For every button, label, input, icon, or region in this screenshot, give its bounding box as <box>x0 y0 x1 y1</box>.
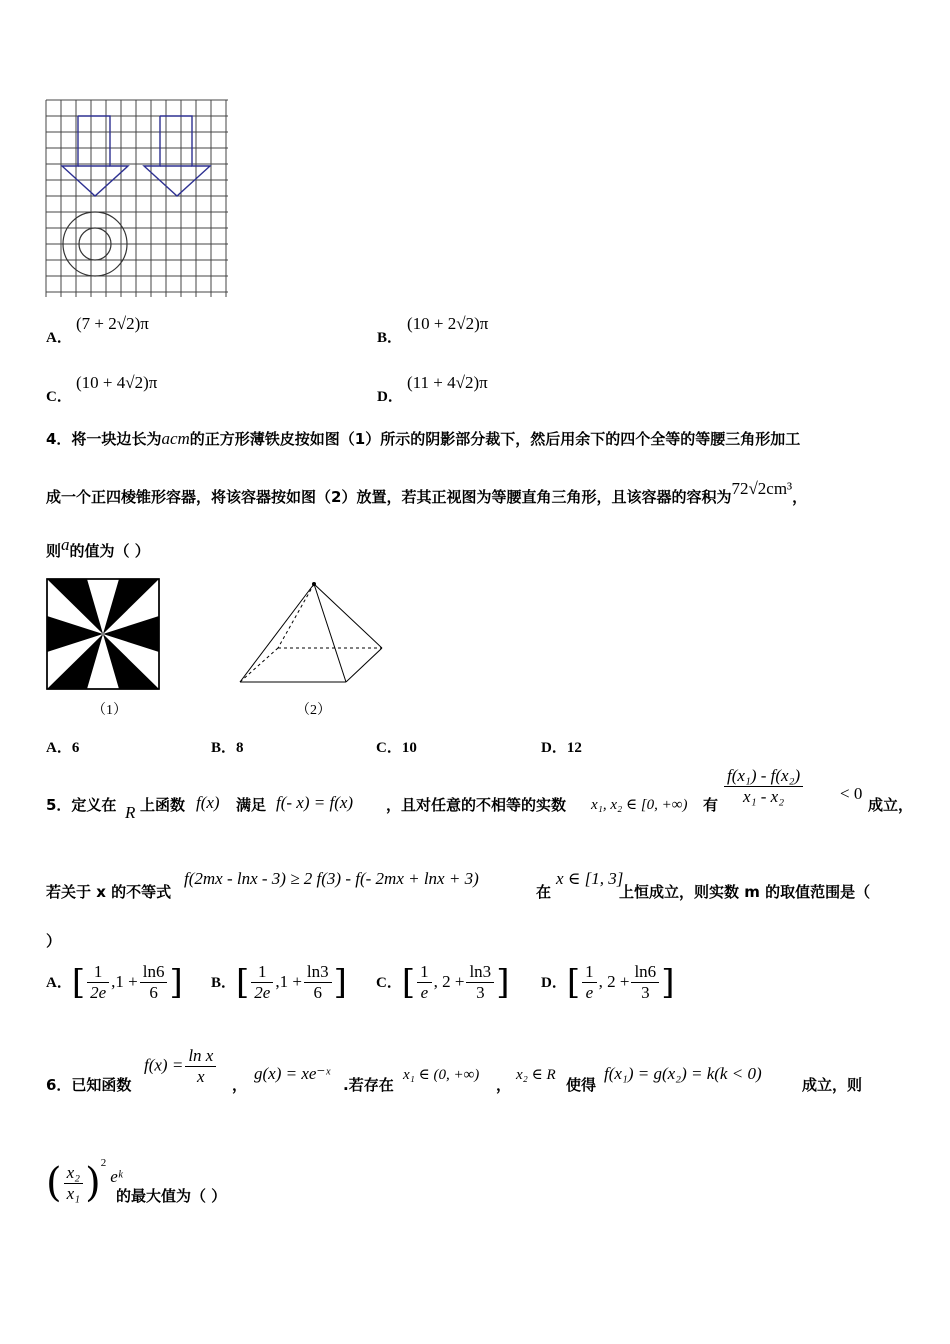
q3-option-d-expr: (11 + 4√2)π <box>407 373 488 392</box>
q5-option-c-den2: 3 <box>476 983 485 1002</box>
q4-option-d-label: D． <box>541 740 567 756</box>
q4-option-d-value: 12 <box>566 740 582 756</box>
q4-text: 则 <box>46 542 62 560</box>
q6-exponent-2: 2 <box>100 1156 107 1169</box>
q6-text-5: 的最大值为（ ） <box>116 1187 227 1205</box>
q4-text: 的值为（ ） <box>69 542 150 560</box>
q5-option-b-num1: 1 <box>251 962 273 983</box>
q4-option-c-value: 10 <box>401 740 417 756</box>
q5-option-d-num1: 1 <box>582 962 597 983</box>
q5-option-d: D．[ $\frac{1}{e}$ , 2 + $\frac{\ln 6}{3}$ ] <box>541 962 675 1003</box>
q5-fraction <box>722 766 805 807</box>
q4-text: 4．将一块边长为 <box>46 430 162 448</box>
figure-1-caption: （1） <box>92 703 127 718</box>
q6-equation: f(x₁) = g(x₂) = k(k < 0) <box>604 1064 762 1083</box>
q6-ratio-denominator: x₁ <box>66 1183 81 1203</box>
q4-text: 的正方形薄铁皮按如图（1）所示的阴影部分裁下，然后用余下的四个全等的等腰三角形加工 <box>189 430 801 448</box>
q5-option-d-den1: e <box>585 983 594 1002</box>
q5-option-a-num2: ln6 <box>140 962 168 983</box>
q5-option-b: B．[ $\frac{1}{2e}$ ,1 + $\frac{\ln 3}{6}$ ] <box>211 962 347 1003</box>
q5-option-a-mid: ,1 + <box>111 972 138 991</box>
q6-e-power-k: eᵏ <box>110 1166 123 1186</box>
q3-option-c-expr: (10 + 4√2)π <box>76 373 158 392</box>
cut-square-figure <box>46 578 162 692</box>
q4-line1 <box>46 428 800 449</box>
q5-option-d-den2: 3 <box>641 983 650 1002</box>
q4-option-a-label: A． <box>46 740 72 756</box>
q6-ratio-numerator: x₂ <box>64 1163 83 1184</box>
q5-even-condition: f(- x) = f(x) <box>276 793 354 812</box>
q3-option-a-label: A． <box>46 330 72 346</box>
q5-fraction-numerator: f(x₁) - f(x₂) <box>724 766 803 787</box>
q5-option-d-label: D． <box>541 975 567 991</box>
q5-option-d-num2: ln6 <box>631 962 659 983</box>
q6-g-definition: g(x) = xe⁻ˣ <box>254 1064 331 1083</box>
q5-option-b-num2: ln3 <box>304 962 332 983</box>
three-view-figure <box>44 98 232 300</box>
q5-x-range: x ∈ [1, 3] <box>556 869 624 888</box>
q6-target-expression: ( $\frac{\text{x₂}}{\text{x₁}}$ )$^2$eᵏ <box>46 1156 123 1206</box>
q4-a-variable: a <box>61 535 70 554</box>
q4-text: ， <box>792 488 808 506</box>
q6-text-2: .若存在 <box>343 1076 394 1094</box>
q6-comma: ， <box>232 1076 248 1094</box>
q4-option-c-label: C． <box>376 740 402 756</box>
q5-option-a-label: A． <box>46 975 72 991</box>
q5-option-c-mid: , 2 + <box>433 972 465 991</box>
q5-fraction-denominator: x₁ - x₂ <box>743 787 785 806</box>
q4-text: 成一个正四棱锥形容器，将该容器按如图（2）放置，若其正视图为等腰直角三角形，且该容器的容积为 <box>46 488 732 506</box>
q5-R: R <box>125 803 136 822</box>
figure-2-caption: （2） <box>296 703 331 718</box>
q5-text-9: 上恒成立，则实数 m 的取值范围是（ <box>619 883 871 901</box>
q5-text-10: ） <box>46 932 62 950</box>
q5-fx: f(x) <box>196 793 220 812</box>
q6-comma-2: ， <box>496 1076 512 1094</box>
q5-domain: x₁, x₂ ∈ [0, +∞) <box>591 797 688 813</box>
q5-inequality: f(2mx - lnx - 3) ≥ 2 f(3) - f(- 2mx + lnx + 3) <box>184 869 479 888</box>
q3-option-b-label: B． <box>377 330 403 346</box>
q5-text-5: 有 <box>703 796 719 814</box>
q3-option-c-label: C． <box>46 389 72 405</box>
q5-option-c-num2: ln3 <box>466 962 494 983</box>
q4-side-length: acm <box>161 429 190 448</box>
q5-option-b-label: B． <box>211 975 237 991</box>
q4-line2 <box>46 479 808 507</box>
q3-option-b-expr: (10 + 2√2)π <box>407 314 489 333</box>
q4-option-a-value: 6 <box>71 740 80 756</box>
q6-text-4: 成立，则 <box>802 1076 863 1094</box>
q4-option-b-value: 8 <box>236 740 244 756</box>
q4-option-d <box>541 736 582 757</box>
q5-option-d-mid: , 2 + <box>598 972 630 991</box>
q4-option-c <box>376 736 417 757</box>
q4-option-a <box>46 736 79 757</box>
q5-text-8: 在 <box>536 883 552 901</box>
q5-option-b-mid: ,1 + <box>275 972 302 991</box>
q5-option-c-num1: 1 <box>417 962 432 983</box>
q5-less-than-zero: < 0 <box>840 784 863 803</box>
q5-option-b-den2: 6 <box>313 983 323 1002</box>
q5-option-c-label: C． <box>376 975 402 991</box>
q5-fraction-box <box>724 766 803 807</box>
q5-text-1: 5．定义在 <box>46 796 117 814</box>
q5-option-c-den1: e <box>420 983 429 1002</box>
q5-option-c: C．[ $\frac{1}{e}$ , 2 + $\frac{\ln 3}{3}$ ] <box>376 962 510 1003</box>
q5-text-7: 若关于 x 的不等式 <box>46 883 172 901</box>
q5-text-4: ，且对任意的不相等的实数 <box>386 796 567 814</box>
q5-option-a-den1: 2e <box>90 983 107 1002</box>
q5-option-a-num1: 1 <box>87 962 109 983</box>
q4-line3 <box>46 535 150 561</box>
q6-f-numerator: ln x <box>185 1046 216 1067</box>
q3-option-a-expr: (7 + 2√2)π <box>76 314 149 333</box>
q5-text-3: 满足 <box>236 796 267 814</box>
q4-volume: 72√2cm³ <box>731 479 793 498</box>
q6-text-3: 使得 <box>566 1076 597 1094</box>
q3-option-d-label: D． <box>377 389 403 405</box>
q6-x1-domain: x₁ ∈ (0, +∞) <box>403 1067 480 1083</box>
q5-text-2: 上函数 <box>140 796 186 814</box>
q4-option-b <box>211 736 244 757</box>
q6-f-definition <box>144 1046 218 1087</box>
q6-x2-domain: x₂ ∈ R <box>516 1067 556 1083</box>
q5-option-b-den1: 2e <box>254 983 271 1002</box>
q5-text-6: 成立， <box>868 796 914 814</box>
q6-text-1: 6．已知函数 <box>46 1076 132 1094</box>
q6-f-denominator: x <box>197 1067 205 1086</box>
q6-f-lhs: f(x) = <box>144 1055 184 1075</box>
q4-option-b-label: B． <box>211 740 237 756</box>
q5-option-a-den2: 6 <box>149 983 158 1002</box>
q5-option-a: A．[ $\frac{1}{2e}$ ,1 + $\frac{\ln 6}{6}$ ] <box>46 962 183 1003</box>
pyramid-figure <box>236 578 388 688</box>
